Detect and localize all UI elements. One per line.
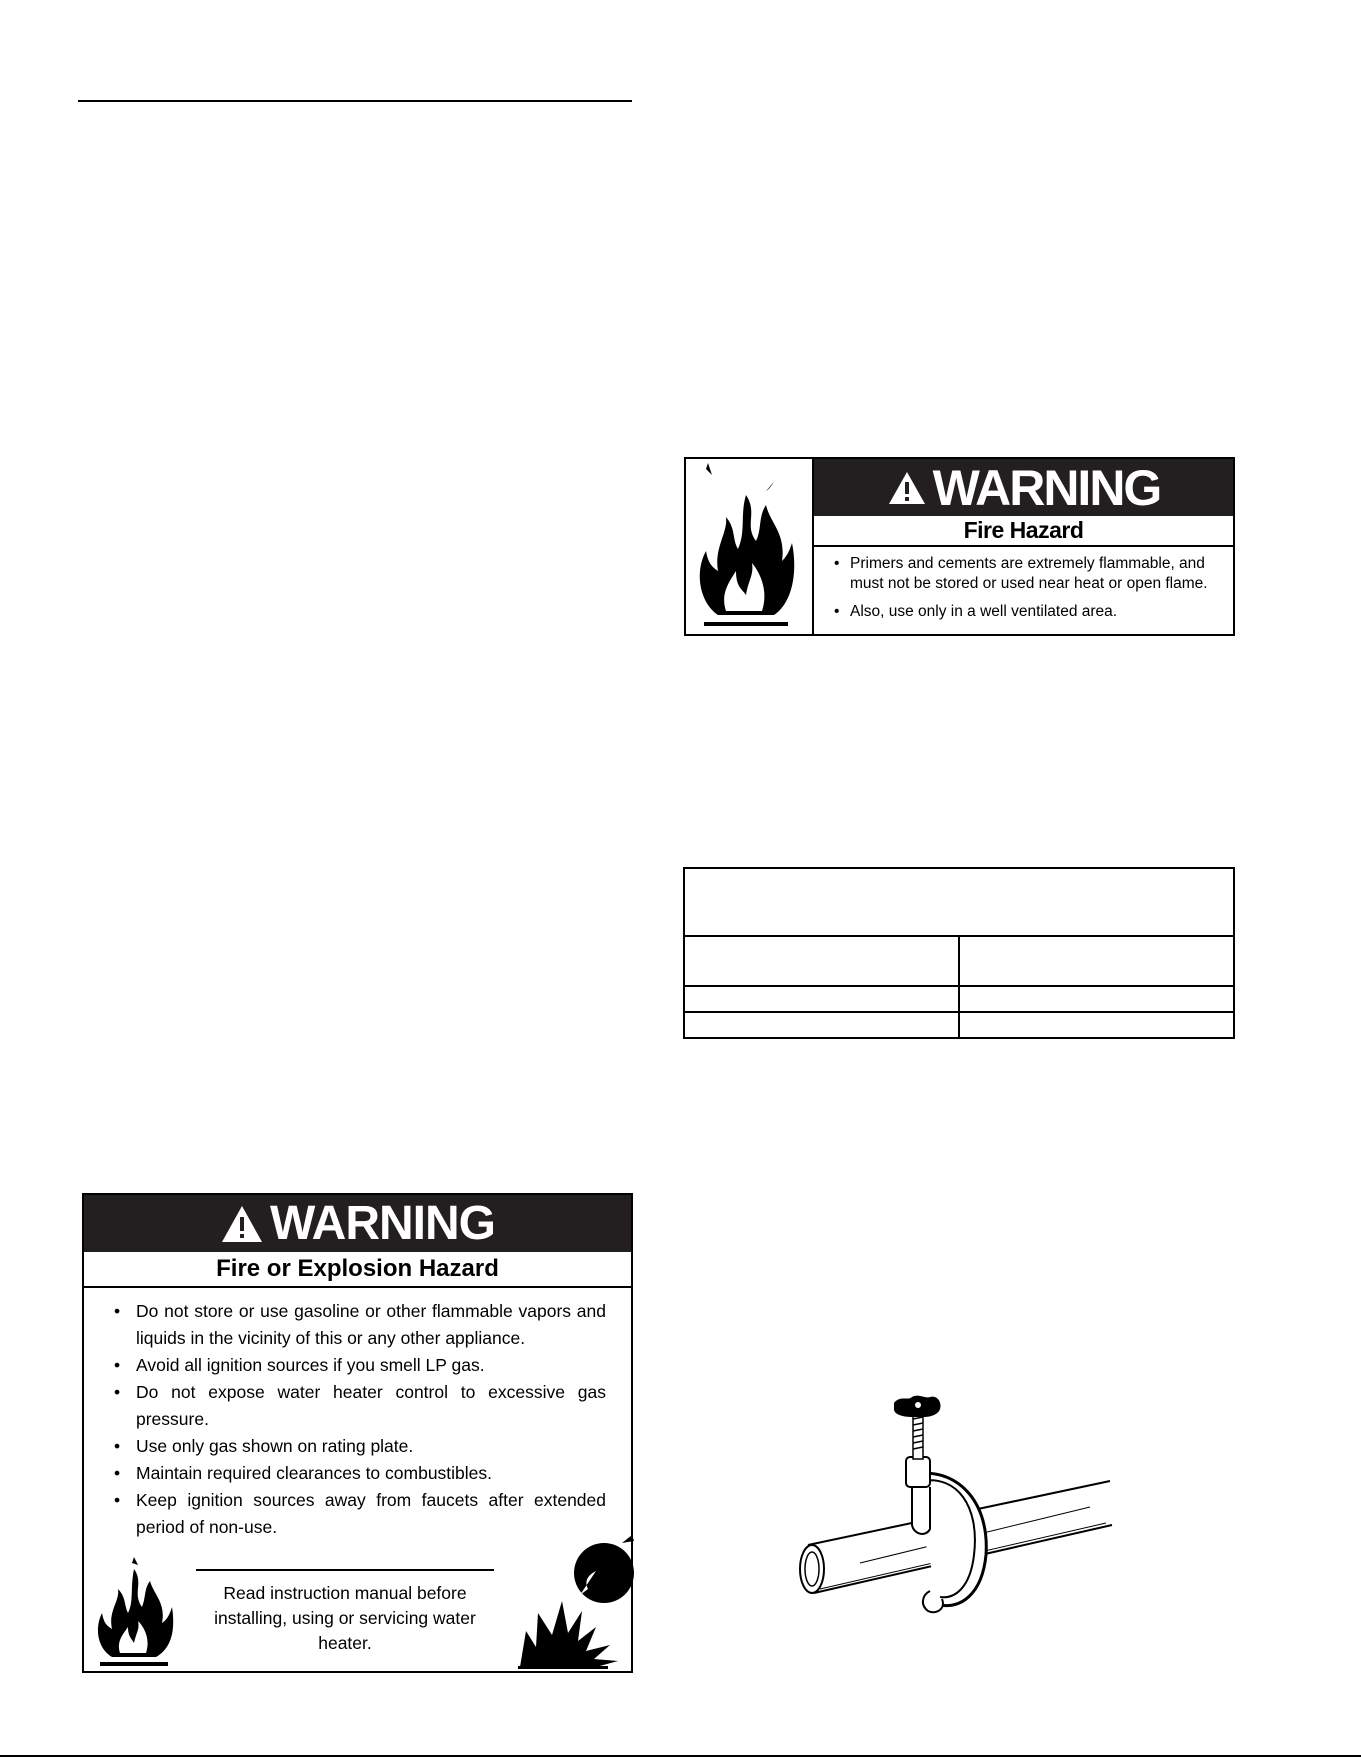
fire-explosion-warning — [82, 1193, 633, 1673]
hazard-title: Fire Hazard — [814, 516, 1233, 547]
list-item: • Keep ignition sources away from faucets after extended period of non-use. — [114, 1487, 606, 1541]
hazard-bullets — [114, 1298, 606, 1541]
list-item: • Do not store or use gasoline or other flammable vapors and liquids in the vicinity of this or any other appliance. — [114, 1298, 606, 1352]
list-item: • Do not expose water heater control to excessive gas pressure. — [114, 1379, 606, 1433]
hazard-title: Fire or Explosion Hazard — [84, 1252, 631, 1288]
exclamation-triangle-icon — [887, 470, 927, 506]
list-item: • Maintain required clearances to combustibles. — [114, 1460, 606, 1487]
table-column-divider — [958, 935, 960, 1037]
signal-word: WARNING — [270, 1196, 495, 1250]
warning-banner — [84, 1195, 631, 1252]
list-item: • Also, use only in a well ventilated area. — [834, 602, 1225, 622]
fire-pictogram — [686, 459, 814, 634]
list-item: • Primers and cements are extremely flammable, and must not be stored or used near heat or open flame. — [834, 554, 1225, 594]
hazard-bullets — [834, 554, 1225, 630]
signal-word: WARNING — [932, 459, 1161, 516]
bottom-divider — [0, 1755, 1361, 1757]
list-item: • Avoid all ignition sources if you smell LP gas. — [114, 1352, 606, 1379]
flame-icon — [94, 1553, 174, 1668]
read-manual-divider — [196, 1569, 494, 1571]
data-table — [683, 867, 1235, 1039]
exclamation-triangle-icon — [220, 1204, 264, 1244]
explosion-icon — [518, 1535, 634, 1670]
top-divider — [78, 100, 632, 102]
fire-hazard-warning — [684, 457, 1235, 636]
read-manual-note: Read instruction manual before installing, using or servicing water heater. — [214, 1583, 476, 1653]
list-item: • Use only gas shown on rating plate. — [114, 1433, 606, 1460]
flame-icon — [696, 463, 796, 633]
saddle-valve-illustration — [790, 1395, 1120, 1625]
warning-banner — [814, 459, 1233, 516]
